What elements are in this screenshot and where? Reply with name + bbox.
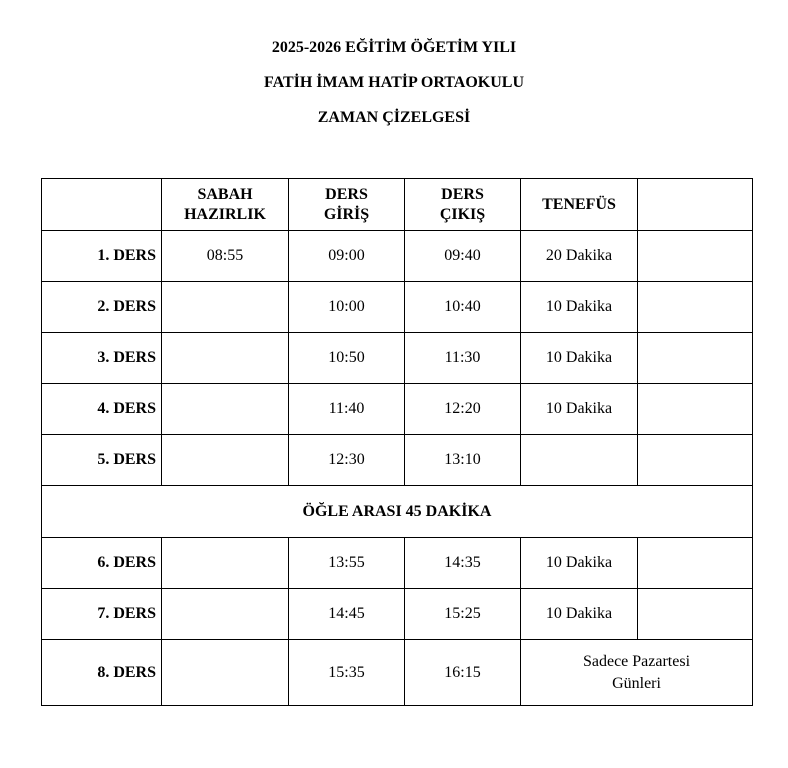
title-line-school: FATİH İMAM HATİP ORTAOKULU xyxy=(263,74,525,91)
header-giris-line2: GİRİŞ xyxy=(323,205,370,223)
extra-cell xyxy=(638,435,753,486)
extra-cell xyxy=(638,384,753,435)
table-row xyxy=(42,538,753,589)
header-extra-cell xyxy=(638,179,753,231)
header-giris-line1: DERS xyxy=(325,185,368,203)
tenefus-cell: 10 Dakika xyxy=(521,333,638,384)
monday-only-note xyxy=(521,640,753,706)
header-cikis-line2: ÇIKIŞ xyxy=(439,205,486,223)
lunch-break-row xyxy=(42,486,753,538)
giris-cell: 10:50 xyxy=(289,333,405,384)
table-row xyxy=(42,640,753,706)
lunch-break-label: ÖĞLE ARASI 45 DAKİKA xyxy=(42,486,753,538)
giris-cell: 14:45 xyxy=(289,589,405,640)
note-line1: Sadece Pazartesi xyxy=(582,652,691,670)
cikis-cell: 16:15 xyxy=(405,640,521,706)
lesson-label: 1. DERS xyxy=(42,231,162,282)
document-title xyxy=(0,30,788,135)
header-ders-cikis xyxy=(405,179,521,231)
cikis-cell: 10:40 xyxy=(405,282,521,333)
schedule-table xyxy=(41,178,753,706)
sabah-cell xyxy=(162,282,289,333)
sabah-cell xyxy=(162,640,289,706)
table-row xyxy=(42,384,753,435)
sabah-cell xyxy=(162,333,289,384)
lesson-label: 6. DERS xyxy=(42,538,162,589)
tenefus-cell: 10 Dakika xyxy=(521,384,638,435)
tenefus-cell: 10 Dakika xyxy=(521,589,638,640)
sabah-cell xyxy=(162,384,289,435)
table-row xyxy=(42,589,753,640)
giris-cell: 12:30 xyxy=(289,435,405,486)
sabah-cell xyxy=(162,538,289,589)
lesson-label: 2. DERS xyxy=(42,282,162,333)
header-tenefus: TENEFÜS xyxy=(521,179,638,231)
giris-cell: 13:55 xyxy=(289,538,405,589)
sabah-cell xyxy=(162,589,289,640)
sabah-cell xyxy=(162,435,289,486)
header-empty-cell xyxy=(42,179,162,231)
lesson-label: 3. DERS xyxy=(42,333,162,384)
header-ders-giris xyxy=(289,179,405,231)
extra-cell xyxy=(638,333,753,384)
lesson-label: 7. DERS xyxy=(42,589,162,640)
note-line2: Günleri xyxy=(612,674,661,692)
tenefus-cell: 10 Dakika xyxy=(521,538,638,589)
cikis-cell: 15:25 xyxy=(405,589,521,640)
extra-cell xyxy=(638,231,753,282)
header-sabah-line2: HAZIRLIK xyxy=(184,205,266,223)
giris-cell: 11:40 xyxy=(289,384,405,435)
extra-cell xyxy=(638,589,753,640)
cikis-cell: 09:40 xyxy=(405,231,521,282)
header-sabah-hazirlik xyxy=(162,179,289,231)
tenefus-cell xyxy=(521,435,638,486)
cikis-cell: 13:10 xyxy=(405,435,521,486)
lesson-label: 8. DERS xyxy=(42,640,162,706)
giris-cell: 09:00 xyxy=(289,231,405,282)
table-row xyxy=(42,231,753,282)
table-row xyxy=(42,435,753,486)
table-row xyxy=(42,282,753,333)
title-line-schedule: ZAMAN ÇİZELGESİ xyxy=(317,109,471,126)
title-line-year: 2025-2026 EĞİTİM ÖĞETİM YILI xyxy=(271,39,517,56)
giris-cell: 10:00 xyxy=(289,282,405,333)
cikis-cell: 14:35 xyxy=(405,538,521,589)
sabah-cell: 08:55 xyxy=(162,231,289,282)
giris-cell: 15:35 xyxy=(289,640,405,706)
tenefus-cell: 10 Dakika xyxy=(521,282,638,333)
header-cikis-line1: DERS xyxy=(441,185,484,203)
lesson-label: 4. DERS xyxy=(42,384,162,435)
extra-cell xyxy=(638,538,753,589)
extra-cell xyxy=(638,282,753,333)
header-row xyxy=(42,179,753,231)
lesson-label: 5. DERS xyxy=(42,435,162,486)
table-row xyxy=(42,333,753,384)
tenefus-cell: 20 Dakika xyxy=(521,231,638,282)
cikis-cell: 11:30 xyxy=(405,333,521,384)
header-sabah-line1: SABAH xyxy=(197,185,253,203)
cikis-cell: 12:20 xyxy=(405,384,521,435)
